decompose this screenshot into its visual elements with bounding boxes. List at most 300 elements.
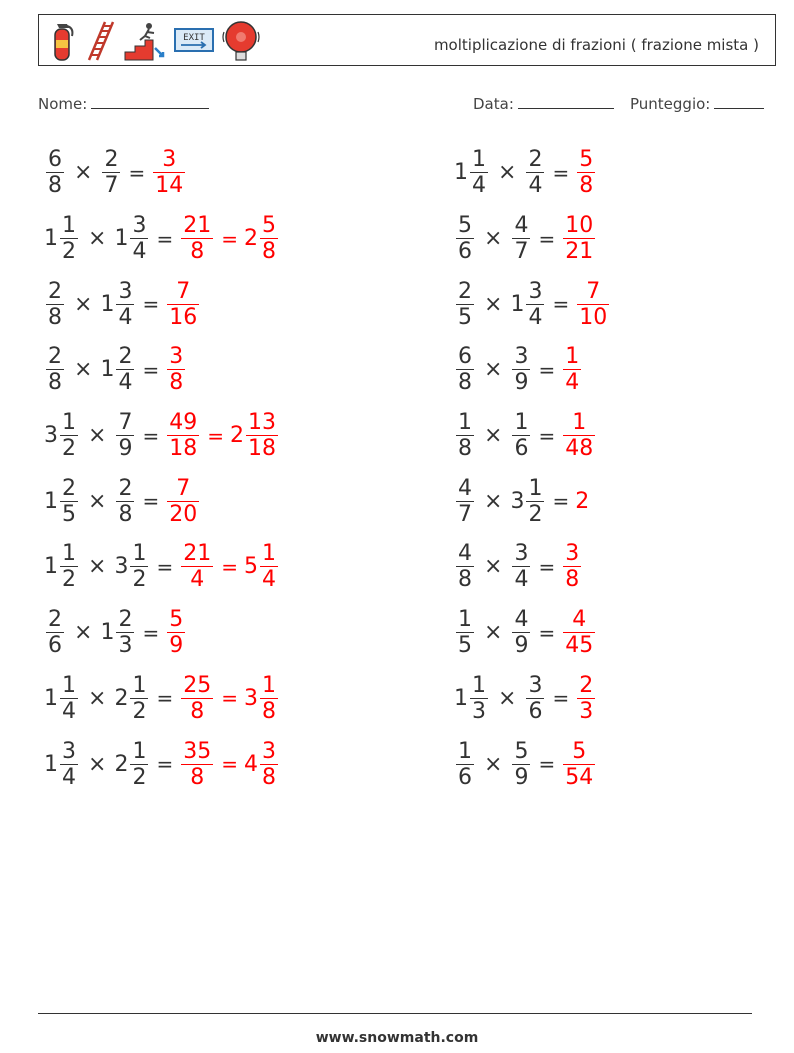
operand-a-fraction [456, 476, 474, 527]
numerator: 5 [261, 213, 276, 239]
operand-b-whole: 2 [114, 685, 129, 711]
answer-value-fraction [181, 673, 213, 724]
denominator: 4 [62, 764, 76, 790]
equals-sign: = [552, 292, 570, 317]
answer [561, 541, 583, 592]
denominator: 8 [48, 304, 62, 330]
equals-sign: = [552, 489, 570, 514]
numerator: 2 [48, 278, 62, 304]
answer [575, 489, 589, 514]
answer-value-whole: 2 [243, 226, 258, 252]
denominator: 4 [528, 173, 543, 199]
equals-sign: = [142, 489, 160, 514]
numerator: 1 [62, 672, 76, 698]
denominator: 4 [118, 370, 133, 396]
name-label: Nome: [38, 95, 88, 113]
times-sign: × [74, 620, 93, 646]
denominator: 6 [458, 764, 472, 790]
numerator: 7 [586, 278, 601, 304]
equals-sign: = [538, 423, 556, 448]
operand-b-fraction [526, 279, 544, 330]
score-blank[interactable] [714, 94, 764, 109]
answer [165, 476, 201, 527]
denominator: 6 [458, 239, 472, 265]
answer-value-fraction [260, 541, 278, 592]
denominator: 2 [132, 567, 147, 593]
denominator: 21 [565, 239, 594, 265]
problem-row [44, 534, 280, 600]
answer [561, 344, 583, 395]
denominator: 2 [528, 501, 543, 527]
date-blank[interactable] [518, 94, 614, 109]
numerator: 1 [132, 672, 147, 698]
numerator: 1 [572, 410, 587, 436]
problem-row [44, 140, 280, 206]
answer-equals-sign: = [221, 226, 238, 251]
numerator: 2 [118, 475, 133, 501]
numerator: 1 [472, 672, 486, 698]
answer [575, 673, 597, 724]
denominator: 9 [118, 436, 133, 462]
operand-b-fraction [512, 607, 530, 658]
denominator: 8 [190, 239, 205, 265]
numerator: 5 [458, 213, 472, 239]
denominator: 8 [579, 173, 594, 199]
numerator: 7 [118, 410, 133, 436]
numerator: 13 [247, 410, 276, 436]
numerator: 3 [162, 147, 177, 173]
answer-value-fraction [181, 541, 213, 592]
numerator: 2 [62, 475, 76, 501]
denominator: 8 [48, 370, 62, 396]
answer-equals-sign: = [221, 752, 238, 777]
times-sign: × [484, 291, 503, 317]
numerator: 3 [132, 213, 147, 239]
answer [165, 344, 187, 395]
denominator: 2 [132, 764, 147, 790]
numerator: 1 [472, 147, 486, 173]
numerator: 3 [261, 738, 276, 764]
times-sign: × [74, 160, 93, 186]
numerator: 3 [565, 541, 580, 567]
denominator: 8 [261, 698, 276, 724]
equals-sign: = [156, 554, 174, 579]
answer [179, 673, 280, 724]
times-sign: × [88, 423, 107, 449]
operand-a-fraction [470, 147, 488, 198]
operand-b-fraction [526, 673, 544, 724]
operand-a-whole: 1 [454, 685, 468, 711]
footer-divider [38, 1013, 752, 1014]
operand-a-whole: 3 [44, 423, 58, 449]
denominator: 4 [261, 567, 276, 593]
denominator: 9 [514, 633, 529, 659]
equals-sign: = [142, 357, 160, 382]
equals-sign: = [156, 752, 174, 777]
ladder-icon [83, 20, 117, 62]
denominator: 6 [48, 633, 62, 659]
numerator: 1 [458, 738, 472, 764]
answer-value-fraction [563, 410, 595, 461]
numerator: 7 [176, 475, 191, 501]
times-sign: × [88, 226, 107, 252]
numerator: 5 [579, 147, 594, 173]
problem-row [454, 403, 611, 469]
denominator: 18 [247, 436, 276, 462]
times-sign: × [484, 554, 503, 580]
denominator: 2 [62, 239, 76, 265]
operand-b-whole: 1 [100, 291, 115, 317]
denominator: 2 [62, 436, 76, 462]
numerator: 2 [118, 607, 133, 633]
problem-row [454, 206, 611, 272]
denominator: 9 [514, 764, 529, 790]
numerator: 4 [458, 475, 472, 501]
denominator: 3 [472, 698, 486, 724]
equals-sign: = [156, 226, 174, 251]
numerator: 3 [528, 278, 543, 304]
denominator: 8 [458, 567, 472, 593]
problem-row [454, 666, 611, 732]
answer-value-whole: 2 [229, 423, 244, 449]
numerator: 5 [514, 738, 529, 764]
answer [165, 607, 187, 658]
denominator: 4 [62, 698, 76, 724]
equals-sign: = [552, 686, 570, 711]
operand-b-fraction [130, 213, 148, 264]
denominator: 7 [514, 239, 529, 265]
answer-value-fraction [260, 673, 278, 724]
times-sign: × [88, 554, 107, 580]
operand-a-fraction [46, 147, 64, 198]
numerator: 2 [118, 344, 133, 370]
numerator: 2 [104, 147, 119, 173]
numerator: 5 [169, 607, 184, 633]
operand-b-fraction [116, 279, 134, 330]
denominator: 8 [261, 239, 276, 265]
operand-a-whole: 1 [44, 488, 58, 514]
worksheet-title: moltiplicazione di frazioni ( frazione mista ) [433, 36, 759, 54]
numerator: 1 [132, 738, 147, 764]
operand-a-fraction [456, 213, 474, 264]
operand-b-fraction [130, 541, 148, 592]
operand-a-fraction [456, 344, 474, 395]
answer-value-fraction [181, 739, 213, 790]
worksheet-header [38, 14, 776, 66]
numerator: 35 [183, 738, 212, 764]
numerator: 2 [579, 672, 594, 698]
answer-value-fraction [167, 607, 185, 658]
operand-b-fraction [526, 476, 544, 527]
operand-a-fraction [456, 739, 474, 790]
problem-row [454, 337, 611, 403]
denominator: 8 [565, 567, 580, 593]
equals-sign: = [538, 752, 556, 777]
answer [165, 279, 201, 330]
equals-sign: = [142, 423, 160, 448]
answer-value-fraction [260, 739, 278, 790]
operand-a-whole: 1 [44, 226, 58, 252]
operand-b-fraction [116, 344, 134, 395]
answer-value-fraction [167, 344, 185, 395]
operand-a-fraction [456, 410, 474, 461]
operand-b-fraction [130, 673, 148, 724]
answer-value-fraction [563, 344, 581, 395]
denominator: 4 [514, 567, 529, 593]
numerator: 21 [183, 213, 212, 239]
times-sign: × [484, 357, 503, 383]
denominator: 20 [169, 501, 198, 527]
operand-b-fraction [130, 739, 148, 790]
answer-value-fraction [577, 673, 595, 724]
numerator: 2 [458, 278, 472, 304]
operand-a-whole: 1 [44, 554, 58, 580]
denominator: 10 [579, 304, 608, 330]
numerator: 1 [514, 410, 529, 436]
denominator: 8 [169, 370, 184, 396]
numerator: 1 [458, 607, 472, 633]
denominator: 2 [62, 567, 76, 593]
answer [561, 213, 597, 264]
date-label: Data: [473, 95, 514, 113]
operand-b-fraction [116, 476, 134, 527]
date-field [473, 94, 614, 113]
times-sign: × [484, 620, 503, 646]
footer-site: www.snowmath.com [315, 1030, 479, 1046]
equals-sign: = [156, 686, 174, 711]
answer-value-whole: 2 [575, 488, 590, 514]
denominator: 8 [458, 436, 472, 462]
problem-row [454, 731, 611, 797]
denominator: 8 [118, 501, 133, 527]
numerator: 4 [514, 607, 529, 633]
operand-b-whole: 1 [114, 226, 129, 252]
denominator: 8 [190, 698, 205, 724]
operand-a-whole: 1 [454, 160, 468, 186]
operand-a-whole: 1 [44, 751, 58, 777]
problem-row [454, 600, 611, 666]
stairs-exit-icon [123, 20, 167, 62]
operand-a-fraction [456, 279, 474, 330]
denominator: 8 [48, 173, 62, 199]
numerator: 3 [118, 278, 133, 304]
answer-value-fraction [563, 739, 595, 790]
denominator: 4 [118, 304, 133, 330]
problem-row [44, 666, 280, 732]
operand-b-whole: 1 [100, 357, 115, 383]
numerator: 2 [48, 607, 62, 633]
problem-row [44, 468, 280, 534]
equals-sign: = [142, 292, 160, 317]
problem-row [44, 206, 280, 272]
denominator: 8 [261, 764, 276, 790]
numerator: 1 [261, 541, 276, 567]
times-sign: × [74, 357, 93, 383]
answer [561, 607, 597, 658]
numerator: 10 [565, 213, 594, 239]
exit-sign-icon [173, 20, 215, 62]
times-sign: × [484, 751, 503, 777]
answer-value-fraction [181, 213, 213, 264]
denominator: 4 [472, 173, 486, 199]
answer-value-fraction [167, 410, 199, 461]
operand-a-fraction [46, 344, 64, 395]
operand-b-fraction [512, 213, 530, 264]
answer [575, 279, 611, 330]
operand-a-fraction [60, 541, 78, 592]
denominator: 5 [62, 501, 76, 527]
header-icons [47, 20, 261, 62]
numerator: 4 [514, 213, 529, 239]
problem-row [44, 403, 280, 469]
problem-row [454, 468, 611, 534]
name-blank[interactable] [91, 94, 209, 109]
operand-a-fraction [60, 410, 78, 461]
operand-b-whole: 3 [114, 554, 129, 580]
numerator: 3 [62, 738, 76, 764]
answer-value-whole: 5 [243, 554, 258, 580]
problem-row [454, 140, 611, 206]
denominator: 14 [155, 173, 184, 199]
name-field [38, 94, 209, 113]
operand-a-fraction [60, 739, 78, 790]
numerator: 6 [48, 147, 62, 173]
numerator: 1 [62, 410, 76, 436]
denominator: 2 [132, 698, 147, 724]
times-sign: × [484, 488, 503, 514]
numerator: 1 [458, 410, 472, 436]
times-sign: × [484, 423, 503, 449]
denominator: 48 [565, 436, 594, 462]
answer-value-fraction [167, 279, 199, 330]
answer-value-fraction [563, 541, 581, 592]
times-sign: × [484, 226, 503, 252]
numerator: 3 [514, 344, 529, 370]
denominator: 9 [169, 633, 184, 659]
answer-equals-sign: = [207, 423, 224, 448]
equals-sign: = [538, 357, 556, 382]
operand-a-fraction [60, 673, 78, 724]
operand-b-whole: 3 [510, 488, 525, 514]
numerator: 6 [458, 344, 472, 370]
fire-extinguisher-icon [47, 20, 77, 62]
denominator: 7 [458, 501, 472, 527]
denominator: 54 [565, 764, 594, 790]
equals-sign: = [128, 160, 146, 185]
answer-value-fraction [167, 476, 199, 527]
denominator: 4 [132, 239, 147, 265]
denominator: 9 [514, 370, 529, 396]
answer-value-fraction [563, 213, 595, 264]
score-label: Punteggio: [630, 95, 711, 113]
answer [179, 739, 280, 790]
answer-value-fraction [246, 410, 278, 461]
answer [179, 541, 280, 592]
alarm-bell-icon [221, 20, 261, 62]
times-sign: × [88, 685, 107, 711]
answer-equals-sign: = [221, 554, 238, 579]
answer [151, 147, 187, 198]
equals-sign: = [538, 620, 556, 645]
svg-text:EXIT: EXIT [183, 33, 205, 43]
denominator: 5 [458, 633, 472, 659]
numerator: 3 [528, 672, 543, 698]
denominator: 5 [458, 304, 472, 330]
problems-right-column [454, 140, 611, 797]
denominator: 18 [169, 436, 198, 462]
problem-row [44, 600, 280, 666]
times-sign: × [88, 488, 107, 514]
times-sign: × [88, 751, 107, 777]
denominator: 45 [565, 633, 594, 659]
equals-sign: = [552, 160, 570, 185]
numerator: 4 [572, 607, 587, 633]
operand-b-whole: 1 [100, 620, 115, 646]
answer-equals-sign: = [221, 686, 238, 711]
score-field [630, 94, 764, 113]
answer-value-fraction [563, 607, 595, 658]
equals-sign: = [142, 620, 160, 645]
problems-left-column [44, 140, 280, 797]
operand-b-whole: 1 [510, 291, 525, 317]
answer-value-whole: 3 [243, 685, 258, 711]
numerator: 25 [183, 672, 212, 698]
answer [179, 213, 280, 264]
operand-b-fraction [116, 607, 134, 658]
operand-b-fraction [102, 147, 120, 198]
answer-value-fraction [153, 147, 185, 198]
operand-a-fraction [60, 213, 78, 264]
numerator: 1 [62, 541, 76, 567]
answer [561, 410, 597, 461]
denominator: 4 [528, 304, 543, 330]
numerator: 7 [176, 278, 191, 304]
problem-row [454, 271, 611, 337]
denominator: 3 [579, 698, 594, 724]
answer-value-fraction [577, 147, 595, 198]
numerator: 5 [572, 738, 587, 764]
operand-a-fraction [46, 279, 64, 330]
numerator: 1 [261, 672, 276, 698]
numerator: 3 [514, 541, 529, 567]
answer-value-fraction [577, 279, 609, 330]
answer-value-whole: 4 [243, 751, 258, 777]
operand-b-fraction [526, 147, 544, 198]
denominator: 8 [458, 370, 472, 396]
problem-row [44, 731, 280, 797]
operand-a-fraction [46, 607, 64, 658]
answer-value-fraction [260, 213, 278, 264]
times-sign: × [498, 685, 517, 711]
denominator: 6 [514, 436, 529, 462]
numerator: 1 [62, 213, 76, 239]
operand-a-fraction [60, 476, 78, 527]
denominator: 6 [528, 698, 543, 724]
denominator: 16 [169, 304, 198, 330]
equals-sign: = [538, 554, 556, 579]
operand-b-whole: 2 [114, 751, 129, 777]
numerator: 3 [169, 344, 184, 370]
answer [165, 410, 280, 461]
operand-a-fraction [470, 673, 488, 724]
numerator: 2 [528, 147, 543, 173]
operand-b-fraction [116, 410, 134, 461]
operand-a-fraction [456, 607, 474, 658]
operand-b-fraction [512, 739, 530, 790]
numerator: 1 [528, 475, 543, 501]
times-sign: × [74, 291, 93, 317]
operand-a-whole: 1 [44, 685, 58, 711]
